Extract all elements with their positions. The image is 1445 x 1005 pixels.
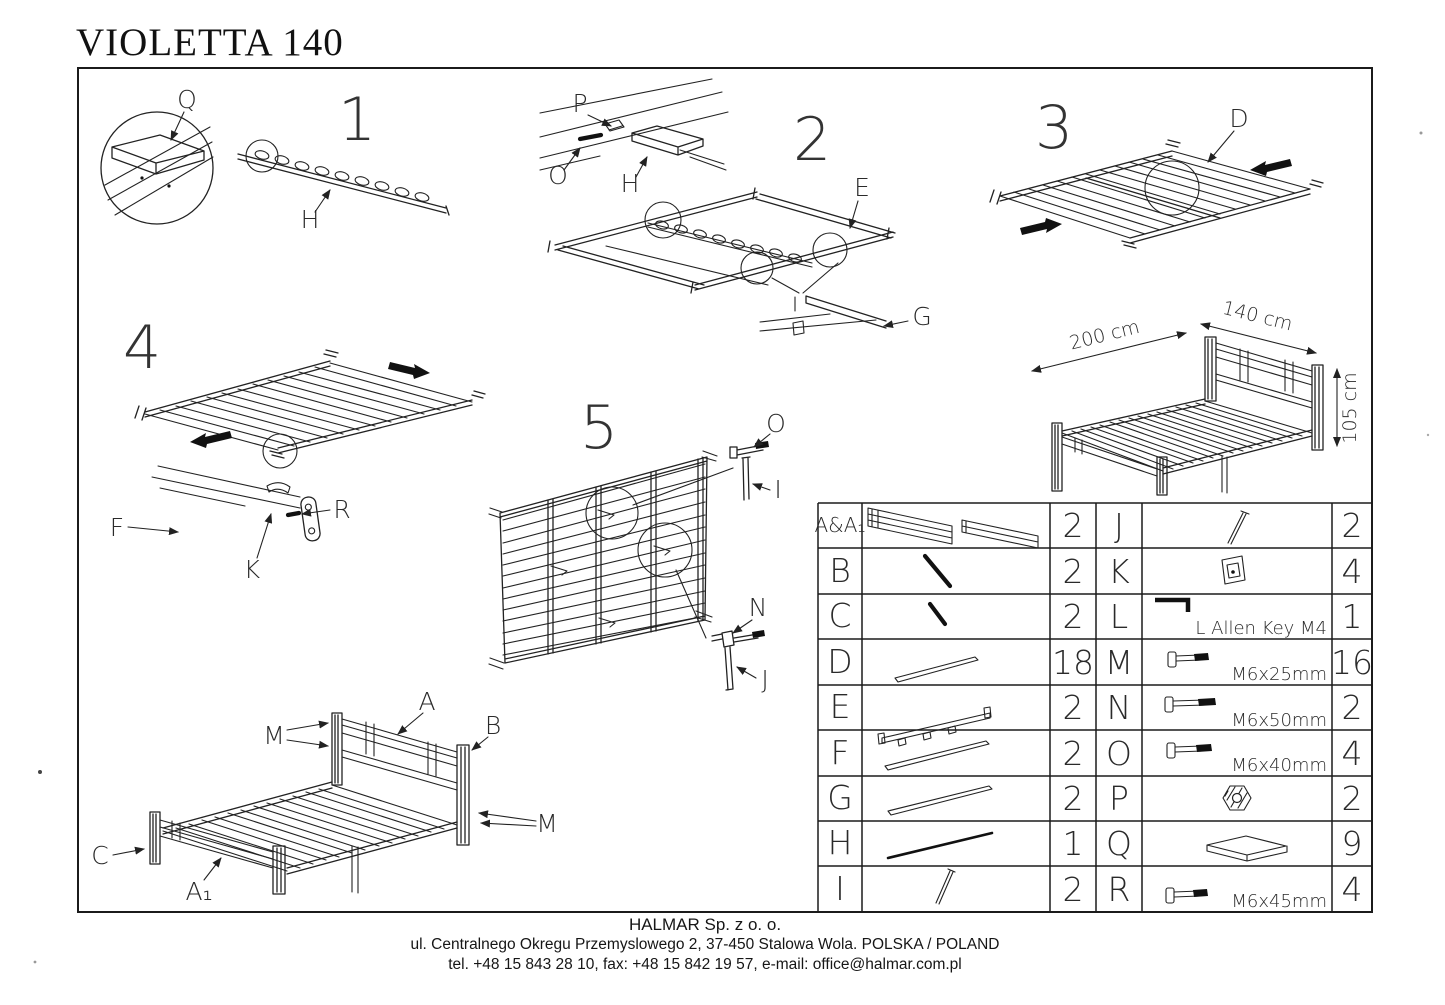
part-qty: 18 xyxy=(1052,643,1094,682)
assembly-label-a: A xyxy=(418,687,436,716)
step5-diagram xyxy=(489,393,786,694)
part-note: M6x45mm xyxy=(1231,891,1327,912)
part-note: M6x40mm xyxy=(1231,755,1327,776)
part-icon-o xyxy=(1167,743,1212,758)
part-letter: J xyxy=(1114,506,1124,545)
step3-diagram xyxy=(990,93,1323,248)
step4-label-f: F xyxy=(109,513,125,542)
step4-label-k: K xyxy=(243,555,261,584)
slide-arrow-right xyxy=(1020,218,1062,235)
step3-label-d: D xyxy=(1229,104,1249,133)
part-icon-q xyxy=(1207,836,1287,861)
bed-slats xyxy=(1062,401,1312,471)
part-qty: 2 xyxy=(1341,779,1363,818)
bed-dimensions-diagram xyxy=(1032,297,1361,495)
step5-label-o: O xyxy=(766,409,786,438)
part-qty: 1 xyxy=(1341,597,1363,636)
part-qty: 2 xyxy=(1062,688,1084,727)
part-icon-h xyxy=(888,833,992,858)
step1-number: 1 xyxy=(338,85,377,155)
step5-label-n: N xyxy=(748,593,768,622)
step1-label-q: Q xyxy=(177,85,197,114)
step1-diagram xyxy=(101,85,449,234)
part-note: L Allen Key M4 xyxy=(1195,618,1327,639)
part-letter: H xyxy=(827,823,853,862)
assembly-label-a1: A₁ xyxy=(185,877,213,906)
step4-label-r: R xyxy=(333,495,351,524)
assembly-label-c: C xyxy=(91,841,109,870)
step2-number: 2 xyxy=(793,105,832,175)
part-icon-n xyxy=(1165,697,1216,712)
hook-clips xyxy=(254,149,430,202)
step2-diagram xyxy=(540,79,932,335)
part-icon-d xyxy=(895,657,978,682)
part-qty: 16 xyxy=(1331,643,1373,682)
part-letter: B xyxy=(829,551,851,590)
part-letter: I xyxy=(835,869,845,908)
part-icon-k xyxy=(1222,556,1245,584)
magnifier-circle xyxy=(101,112,213,224)
part-letter: R xyxy=(1107,870,1131,909)
step5-label-i: I xyxy=(774,475,782,504)
part-qty: 4 xyxy=(1341,870,1363,909)
step2-label-e: E xyxy=(854,173,870,202)
part-letter: G xyxy=(827,778,853,817)
slide-arrow-left xyxy=(190,431,232,448)
step2-label-h: H xyxy=(620,169,640,198)
part-letter: L xyxy=(1109,597,1129,636)
pad-detail xyxy=(112,135,204,174)
part-qty: 1 xyxy=(1062,824,1084,863)
footer-company: HALMAR Sp. z o. o. xyxy=(628,915,782,934)
dim-height: 105 cm xyxy=(1339,372,1361,444)
part-qty: 9 xyxy=(1341,824,1363,863)
part-letter: M xyxy=(1104,643,1134,682)
hook-clips-frame xyxy=(655,220,803,264)
part-qty: 2 xyxy=(1062,597,1084,636)
part-icon-b xyxy=(925,556,950,586)
part-note: M6x50mm xyxy=(1231,710,1327,731)
part-icon-e xyxy=(878,707,991,746)
step1-label-h: H xyxy=(300,205,320,234)
step5-label-j: J xyxy=(761,665,769,694)
dim-width: 140 cm xyxy=(1220,296,1295,336)
part-icon-c xyxy=(930,604,945,624)
part-icon-l xyxy=(1155,600,1188,612)
part-icon-j xyxy=(1228,511,1249,544)
part-qty: 2 xyxy=(1062,734,1084,773)
part-icon-a xyxy=(868,508,1038,548)
step3-number: 3 xyxy=(1035,93,1074,163)
part-qty: 2 xyxy=(1341,506,1363,545)
part-qty: 2 xyxy=(1062,552,1084,591)
assembly-label-m-left: M xyxy=(263,721,285,750)
part-letter: N xyxy=(1106,688,1132,727)
part-letter: O xyxy=(1106,734,1132,773)
part-letter: E xyxy=(829,687,851,726)
part-note: M6x25mm xyxy=(1231,664,1327,685)
assembly-label-m-right: M xyxy=(536,809,558,838)
slats xyxy=(145,363,472,450)
part-qty: 2 xyxy=(1062,870,1084,909)
slide-arrow-right xyxy=(388,362,430,379)
footer xyxy=(0,914,1410,975)
part-letter: Q xyxy=(1106,824,1132,863)
assembly-label-b: B xyxy=(484,711,502,740)
part-letter: C xyxy=(828,596,852,635)
part-letter: K xyxy=(1108,552,1130,591)
page-title: VIOLETTA 140 xyxy=(76,21,344,64)
part-qty: 2 xyxy=(1341,688,1363,727)
part-qty: 4 xyxy=(1341,552,1363,591)
part-icon-m xyxy=(1168,652,1209,667)
part-qty: 2 xyxy=(1062,779,1084,818)
footer-contact: tel. +48 15 843 28 10, fax: +48 15 842 19 57, e-mail: office@halmar.com.pl xyxy=(448,956,962,973)
part-letter: F xyxy=(830,733,850,772)
part-qty: 2 xyxy=(1062,506,1084,545)
footer-address: ul. Centralnego Okregu Przemyslowego 2, 37-450 Stalowa Wola. POLSKA / POLAND xyxy=(410,936,1000,953)
part-letter: D xyxy=(827,642,853,681)
table-gridlines xyxy=(818,503,1372,912)
part-letter: P xyxy=(1109,779,1129,818)
part-letter: A&A₁ xyxy=(814,513,866,537)
final-assembly-diagram xyxy=(91,687,558,906)
step4-diagram xyxy=(110,313,485,584)
step5-number: 5 xyxy=(580,393,619,463)
step2-label-o: O xyxy=(548,161,568,190)
step2-label-p: P xyxy=(572,89,588,118)
part-icon-p xyxy=(1223,786,1251,810)
parts-table xyxy=(815,503,1373,912)
step4-number: 4 xyxy=(123,313,162,383)
assembly-slats xyxy=(163,785,457,871)
part-icon-g xyxy=(888,786,992,815)
slide-arrow-left xyxy=(1250,159,1292,176)
part-qty: 4 xyxy=(1341,734,1363,773)
part-icon-r xyxy=(1166,888,1208,903)
dim-length: 200 cm xyxy=(1067,315,1142,355)
step2-label-g: G xyxy=(912,302,932,331)
part-icon-i xyxy=(936,869,955,904)
